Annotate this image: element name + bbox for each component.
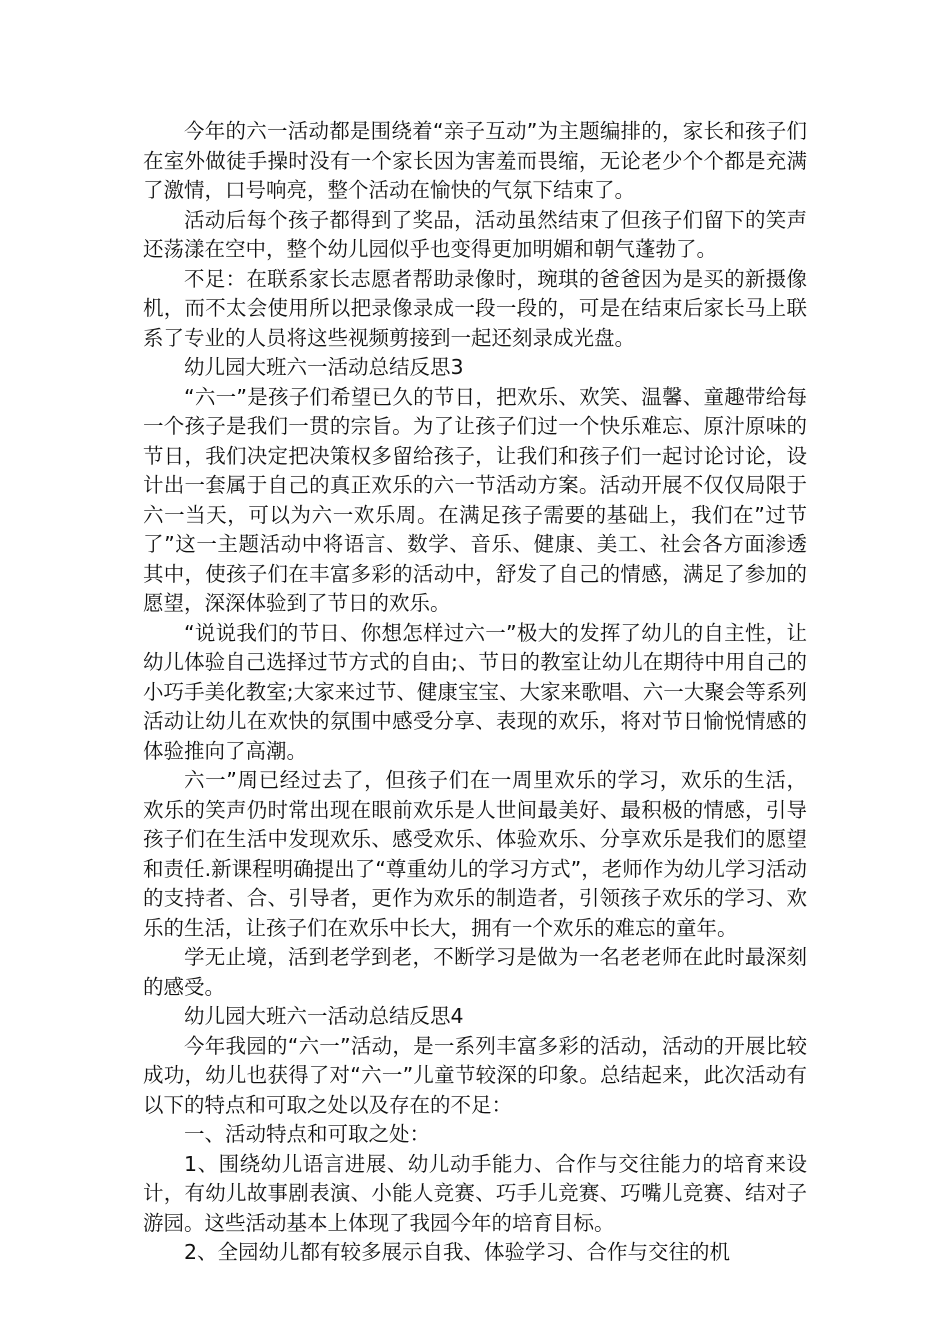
paragraph: “说说我们的节日、你想怎样过六一”极大的发挥了幼儿的自主性，让幼儿体验自己选择过节方式的自由;、节日的教室让幼儿在期待中用自己的小巧手美化教室;大家来过节、健康宝宝、大家来歌唱、六一大聚会等系列活动让幼儿在欢快的氛围中感受分享、表现的欢乐，将对节日愉悦情感的体验推向了高潮。	[143, 620, 807, 763]
paragraph: 六一”周已经过去了，但孩子们在一周里欢乐的学习，欢乐的生活，欢乐的笑声仍时常出现在眼前欢乐是人世间最美好、最积极的情感，引导孩子们在生活中发现欢乐、感受欢乐、体验欢乐、分享欢乐是我们的愿望和责任.新课程明确提出了“尊重幼儿的学习方式”，老师作为幼儿学习活动的支持者、合、引导者，更作为欢乐的制造者，引领孩子欢乐的学习、欢乐的生活，让孩子们在欢乐中长大，拥有一个欢乐的难忘的童年。	[143, 768, 807, 940]
section-heading: 幼儿园大班六一活动总结反思3	[184, 355, 464, 379]
paragraph: 今年的六一活动都是围绕着“亲子互动”为主题编排的，家长和孩子们在室外做徒手操时没有一个家长因为害羞而畏缩，无论老少个个都是充满了激情，口号响亮，整个活动在愉快的气氛下结束了。	[143, 119, 807, 202]
document-body	[143, 117, 807, 1268]
list-item: 2、全园幼儿都有较多展示自我、体验学习、合作与交往的机	[184, 1240, 731, 1264]
paragraph: “六一”是孩子们希望已久的节日，把欢乐、欢笑、温馨、童趣带给每一个孩子是我们一贯的宗旨。为了让孩子们过一个快乐难忘、原汁原味的节日，我们决定把决策权多留给孩子，让我们和孩子们一起讨论讨论，设计出一套属于自己的真正欢乐的六一节活动方案。活动开展不仅仅局限于六一当天，可以为六一欢乐周。在满足孩子需要的基础上，我们在”过节了”这一主题活动中将语言、数学、音乐、健康、美工、社会各方面渗透其中，使孩子们在丰富多彩的活动中，舒发了自己的情感，满足了参加的愿望，深深体验到了节日的欢乐。	[143, 384, 807, 615]
section-heading: 幼儿园大班六一活动总结反思4	[184, 1004, 464, 1028]
list-item: 1、围绕幼儿语言进展、幼儿动手能力、合作与交往能力的培育来设计，有幼儿故事剧表演、小能人竞赛、巧手儿竞赛、巧嘴儿竞赛、结对子游园。这些活动基本上体现了我园今年的培育目标。	[143, 1151, 807, 1235]
paragraph: 学无止境，活到老学到老，不断学习是做为一名老老师在此时最深刻的感受。	[143, 945, 807, 999]
paragraph: 不足：在联系家长志愿者帮助录像时，琬琪的爸爸因为是买的新摄像机，而不太会使用所以把录像录成一段一段的，可是在结束后家长马上联系了专业的人员将这些视频剪接到一起还刻录成光盘。	[143, 266, 807, 350]
paragraph: 活动后每个孩子都得到了奖品，活动虽然结束了但孩子们留下的笑声还荡漾在空中，整个幼儿园似乎也变得更加明媚和朝气蓬勃了。	[143, 207, 807, 261]
paragraph: 今年我园的“六一”活动，是一系列丰富多彩的活动，活动的开展比较成功，幼儿也获得了对“六一”儿童节较深的印象。总结起来，此次活动有以下的特点和可取之处以及存在的不足：	[143, 1033, 807, 1117]
subheading: 一、活动特点和可取之处：	[184, 1122, 430, 1146]
